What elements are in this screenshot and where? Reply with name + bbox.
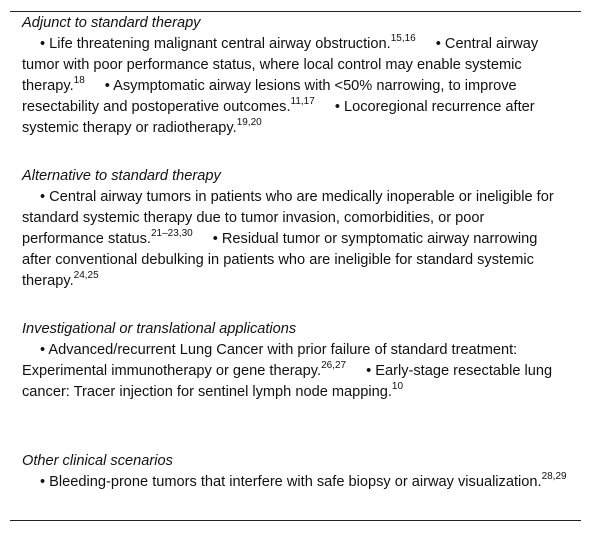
- bullet: •: [40, 474, 46, 490]
- bullet: •: [212, 231, 218, 247]
- bullet: •: [40, 189, 46, 205]
- list-item: Early-stage resectable lung cancer: Tracer injection for sentinel lymph node mapping.: [22, 363, 553, 400]
- section-heading: Adjunct to standard therapy: [22, 15, 201, 31]
- citation: 26,27: [321, 360, 347, 372]
- section-alternative: [22, 166, 570, 292]
- indications-table: [10, 11, 581, 521]
- section-heading: Investigational or translational applications: [22, 321, 297, 337]
- section-adjunct: [22, 13, 570, 139]
- citation: 11,17: [290, 96, 315, 108]
- list-item: Advanced/recurrent Lung Cancer with prior failure of standard treatment: Experimental immunotherapy or gene therapy.: [22, 342, 518, 379]
- section-heading: Alternative to standard therapy: [22, 168, 221, 184]
- citation: 15,16: [390, 33, 416, 45]
- section-body: [22, 34, 570, 139]
- section-body: [22, 187, 570, 292]
- bullet: •: [40, 342, 46, 358]
- citation: 18: [73, 75, 85, 87]
- citation: 19,20: [236, 117, 262, 129]
- bullet: •: [40, 36, 46, 52]
- list-item: Locoregional recurrence after systemic therapy or radiotherapy.: [22, 99, 535, 136]
- list-item: Life threatening malignant central airway obstruction.: [49, 36, 391, 52]
- list-item: Bleeding-prone tumors that interfere with safe biopsy or airway visualization.: [49, 474, 542, 490]
- list-item: Central airway tumors in patients who are medically inoperable or ineligible for standard systemic therapy due to tumor invasion, comorbidities, or poor performance status.: [22, 189, 554, 247]
- citation: 10: [391, 381, 404, 393]
- citation: 21–23,30: [150, 228, 193, 240]
- bullet: •: [104, 78, 110, 94]
- list-item: Residual tumor or symptomatic airway narrowing after conventional debulking in patients who are ineligible for standard systemic therapy.: [22, 231, 538, 289]
- list-item: Central airway tumor with poor performance status, where local control may enable systemic therapy.: [22, 36, 539, 94]
- bullet: •: [366, 363, 372, 379]
- list-item: Asymptomatic airway lesions with <50% narrowing, to improve resectability and postoperative outcomes.: [22, 78, 517, 115]
- bullet: •: [435, 36, 441, 52]
- citation: 24,25: [73, 270, 99, 282]
- section-other: [22, 451, 570, 493]
- citation: 28,29: [541, 471, 567, 483]
- section-heading: Other clinical scenarios: [22, 453, 173, 469]
- section-body: [22, 340, 570, 403]
- section-investigational: [22, 319, 570, 403]
- section-body: [22, 472, 570, 493]
- bullet: •: [334, 99, 340, 115]
